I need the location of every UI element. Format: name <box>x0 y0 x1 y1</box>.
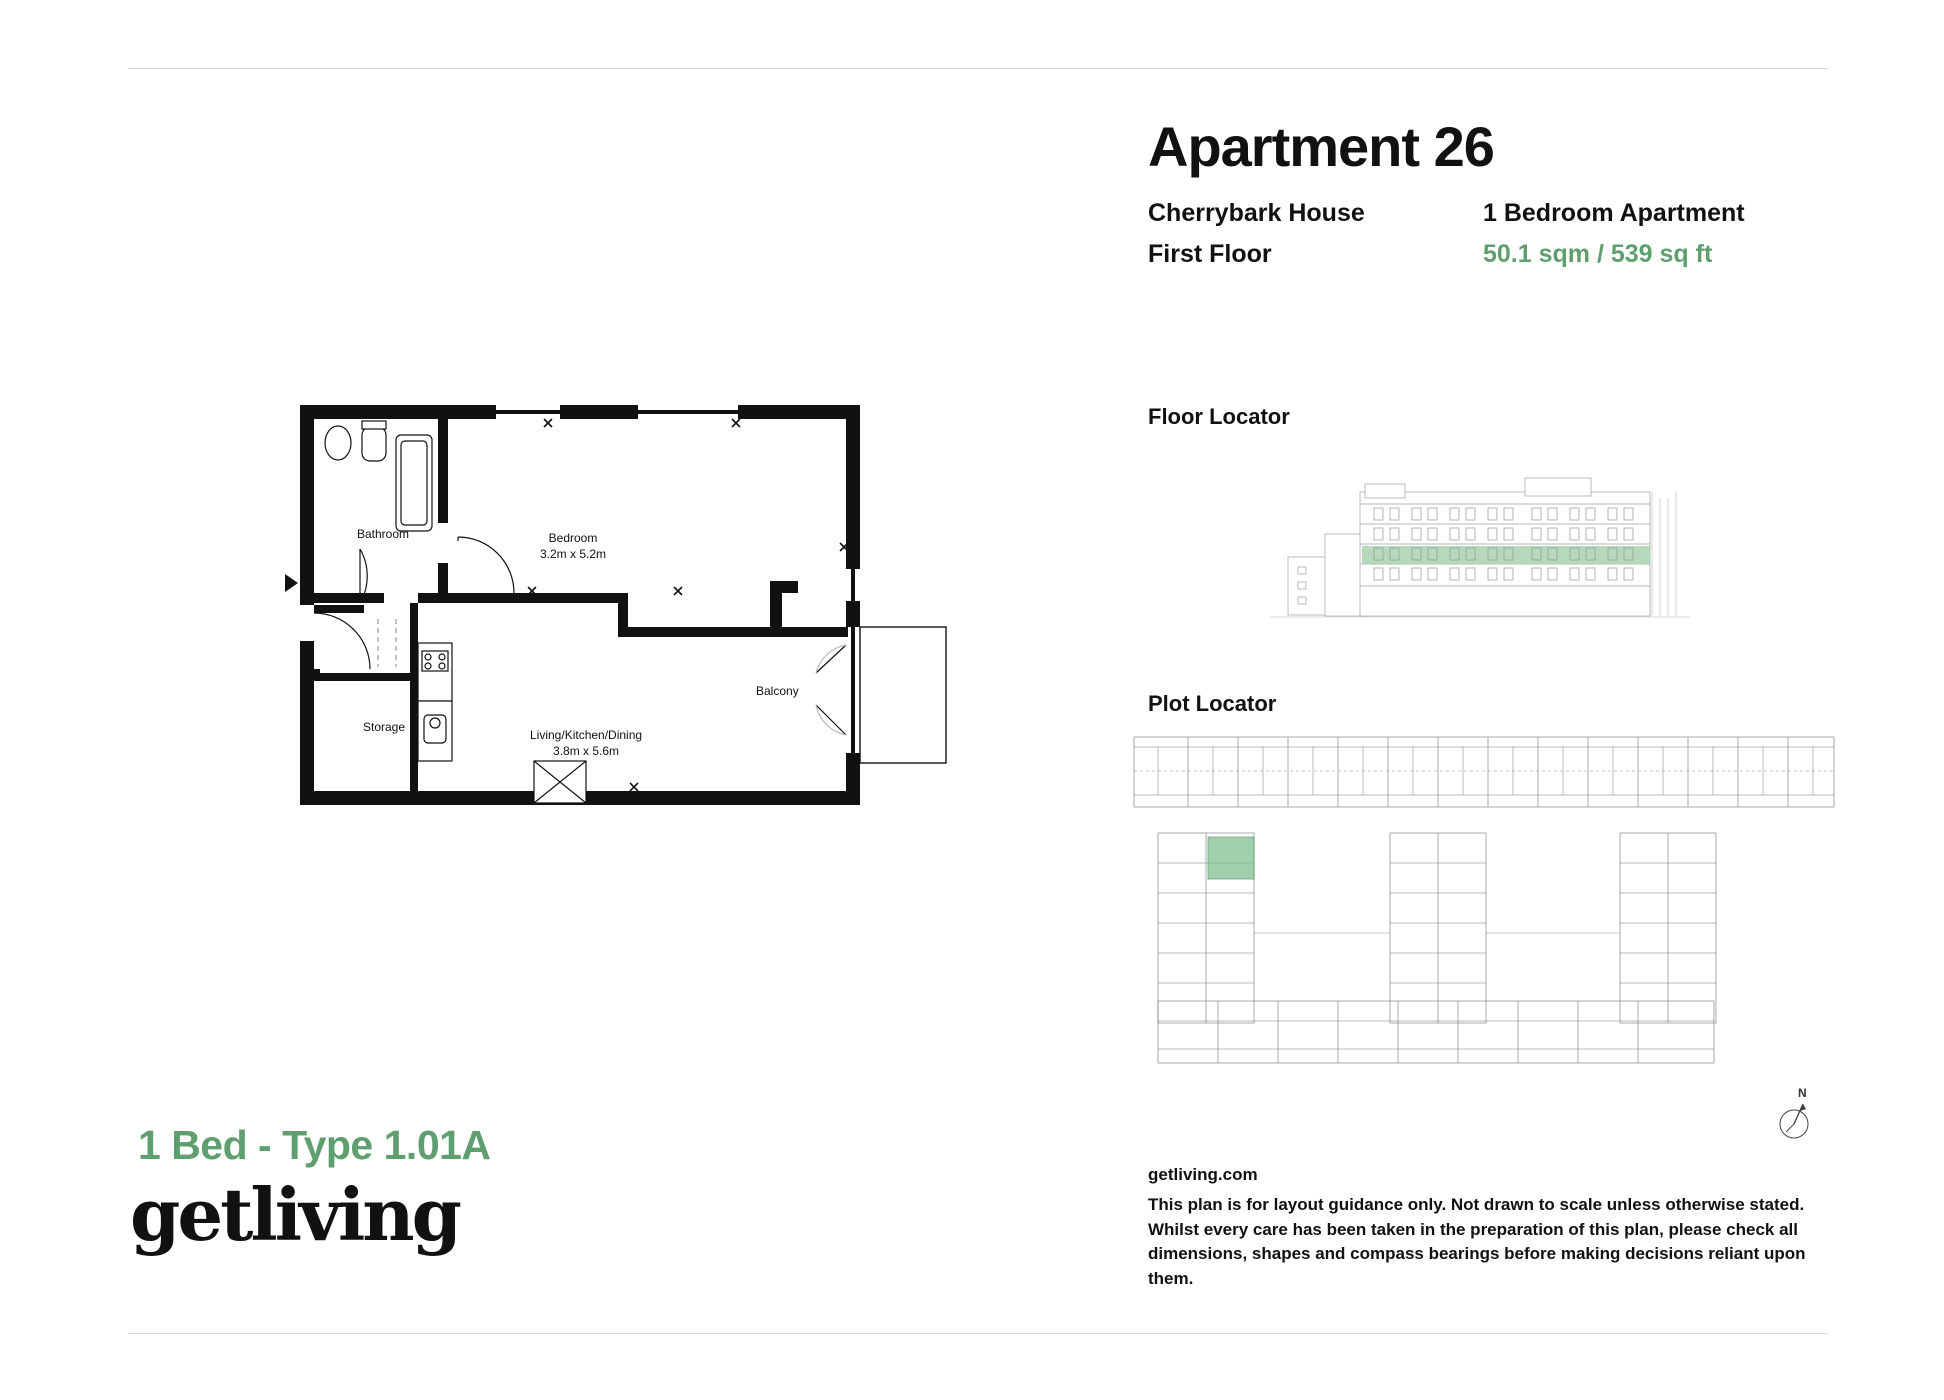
plot-locator-heading: Plot Locator <box>1148 691 1277 716</box>
getliving-logo: getliving <box>130 1172 459 1257</box>
highlighted-floor-band <box>1362 546 1650 564</box>
room-label-balcony: Balcony <box>756 684 799 698</box>
compass-north-label: N <box>1798 1086 1807 1100</box>
disclaimer-text: This plan is for layout guidance only. Not drawn to scale unless otherwise stated. Whilst every care has been taken in the preparation of this plan, please check all dimensions, shapes and compass bearings before making decisions reliant upon them. <box>1148 1195 1806 1288</box>
room-dims-bedroom: 3.2m x 5.2m <box>540 547 607 562</box>
unit-type-label: 1 Bed - Type 1.01A <box>138 1122 491 1168</box>
floor-locator-diagram <box>1270 462 1690 627</box>
room-label-bedroom <box>540 530 606 562</box>
compass-icon <box>1772 1086 1816 1142</box>
apartment-header <box>1148 115 1838 269</box>
entrance-arrow-icon <box>285 574 298 592</box>
area-value: 50.1 sqm / 539 sq ft <box>1483 239 1713 268</box>
apartment-meta <box>1148 199 1838 269</box>
room-dims-lkd: 3.8m x 5.6m <box>553 744 620 759</box>
plot-locator-diagram <box>1128 733 1840 1083</box>
website-link[interactable]: getliving.com <box>1148 1165 1258 1184</box>
page-title: Apartment 26 <box>1148 115 1494 178</box>
unit-type: 1 Bedroom Apartment <box>1483 198 1745 227</box>
bottom-divider <box>128 1333 1828 1334</box>
top-divider <box>128 68 1828 69</box>
room-label-bathroom: Bathroom <box>357 527 410 541</box>
room-label-storage: Storage <box>363 720 406 734</box>
floorplan-drawing <box>300 405 980 915</box>
room-label-living-kitchen-dining <box>530 727 642 759</box>
room-name-bedroom: Bedroom <box>548 531 598 545</box>
room-name-lkd: Living/Kitchen/Dining <box>530 728 643 742</box>
highlighted-plot <box>1208 837 1254 879</box>
floor-locator-heading: Floor Locator <box>1148 404 1290 429</box>
floor-name: First Floor <box>1148 239 1272 268</box>
footer <box>1148 1165 1838 1292</box>
building-name: Cherrybark House <box>1148 198 1365 227</box>
